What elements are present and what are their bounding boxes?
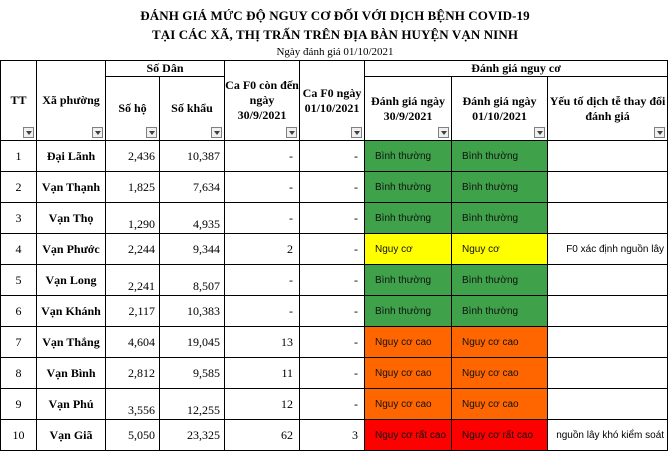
cell-risk-1001[interactable]: Nguy cơ cao [452,389,548,420]
header-tt[interactable]: TT [1,61,37,141]
cell-f0-remaining[interactable]: - [225,265,300,296]
cell-risk-1001[interactable]: Bình thường [452,141,548,172]
cell-risk-1001[interactable]: Nguy cơ rất cao [452,420,548,451]
cell-factor[interactable]: F0 xác định nguồn lây [548,234,668,265]
table-row [1,141,668,172]
cell-households[interactable]: 2,241 [106,265,160,296]
cell-ward-name[interactable]: Vạn Thạnh [37,172,106,203]
cell-risk-0930[interactable]: Nguy cơ rất cao [365,420,452,451]
cell-residents[interactable]: 12,255 [160,389,225,420]
cell-ward-name[interactable]: Vạn Thọ [37,203,106,234]
cell-households[interactable]: 5,050 [106,420,160,451]
cell-risk-0930[interactable]: Bình thường [365,203,452,234]
cell-f0-day[interactable]: - [300,265,365,296]
header-risk-1001[interactable]: Đánh giá ngày 01/10/2021 [452,77,548,141]
cell-risk-1001[interactable]: Nguy cơ [452,234,548,265]
header-population-group: Số Dân [106,61,225,77]
cell-factor[interactable] [548,358,668,389]
cell-households[interactable]: 2,436 [106,141,160,172]
header-risk-0930[interactable]: Đánh giá ngày 30/9/2021 [365,77,452,141]
header-f0-remaining[interactable]: Ca F0 còn đến ngày 30/9/2021 [225,61,300,141]
cell-f0-remaining[interactable]: - [225,203,300,234]
cell-residents[interactable]: 8,507 [160,265,225,296]
table-body [1,141,668,451]
table-row [1,296,668,327]
cell-residents[interactable]: 4,935 [160,203,225,234]
header-risk-group: Đánh giá nguy cơ [365,61,668,77]
cell-f0-remaining[interactable]: - [225,141,300,172]
cell-risk-0930[interactable]: Bình thường [365,141,452,172]
cell-f0-remaining[interactable]: 62 [225,420,300,451]
cell-f0-day[interactable]: - [300,327,365,358]
cell-f0-remaining[interactable]: 2 [225,234,300,265]
cell-ward-name[interactable]: Vạn Khánh [37,296,106,327]
cell-f0-day[interactable]: - [300,296,365,327]
cell-residents[interactable]: 9,344 [160,234,225,265]
filter-dropdown-icon[interactable] [211,127,222,138]
cell-risk-0930[interactable]: Nguy cơ cao [365,389,452,420]
cell-f0-remaining[interactable]: - [225,296,300,327]
cell-risk-0930[interactable]: Bình thường [365,296,452,327]
header-households[interactable]: Số hộ [106,77,160,141]
cell-ward-name[interactable]: Vạn Phú [37,389,106,420]
cell-risk-0930[interactable]: Nguy cơ cao [365,358,452,389]
cell-risk-1001[interactable]: Nguy cơ cao [452,358,548,389]
cell-tt[interactable]: 9 [1,389,37,420]
table-row [1,358,668,389]
cell-risk-1001[interactable]: Bình thường [452,172,548,203]
cell-households[interactable]: 2,244 [106,234,160,265]
cell-risk-1001[interactable]: Bình thường [452,203,548,234]
cell-households[interactable]: 3,556 [106,389,160,420]
table-row [1,420,668,451]
assessment-date: Ngày đánh giá 01/10/2021 [276,46,394,58]
cell-risk-1001[interactable]: Bình thường [452,296,548,327]
cell-f0-day[interactable]: - [300,203,365,234]
table-row [1,203,668,234]
cell-residents[interactable]: 7,634 [160,172,225,203]
cell-tt[interactable]: 2 [1,172,37,203]
cell-tt[interactable]: 7 [1,327,37,358]
filter-dropdown-icon[interactable] [92,127,103,138]
cell-tt[interactable]: 4 [1,234,37,265]
cell-households[interactable]: 4,604 [106,327,160,358]
filter-dropdown-icon[interactable] [654,127,665,138]
filter-dropdown-icon[interactable] [351,127,362,138]
cell-households[interactable]: 1,825 [106,172,160,203]
cell-risk-1001[interactable]: Nguy cơ cao [452,327,548,358]
cell-factor[interactable] [548,203,668,234]
cell-f0-day[interactable]: - [300,172,365,203]
filter-dropdown-icon[interactable] [23,127,34,138]
cell-ward-name[interactable]: Vạn Phước [37,234,106,265]
cell-factor[interactable] [548,296,668,327]
cell-tt[interactable]: 3 [1,203,37,234]
header-residents[interactable]: Số khẩu [160,77,225,141]
filter-dropdown-icon[interactable] [146,127,157,138]
cell-ward-name[interactable]: Vạn Bình [37,358,106,389]
cell-households[interactable]: 2,812 [106,358,160,389]
cell-households[interactable]: 1,290 [106,203,160,234]
cell-ward-name[interactable]: Vạn Thắng [37,327,106,358]
table-row [1,172,668,203]
header-f0-day[interactable]: Ca F0 ngày 01/10/2021 [300,61,365,141]
cell-risk-1001[interactable]: Bình thường [452,265,548,296]
cell-residents[interactable]: 9,585 [160,358,225,389]
cell-risk-0930[interactable]: Nguy cơ [365,234,452,265]
cell-residents[interactable]: 10,387 [160,141,225,172]
cell-residents[interactable]: 23,325 [160,420,225,451]
cell-f0-day[interactable]: - [300,141,365,172]
filter-dropdown-icon[interactable] [438,127,449,138]
cell-factor[interactable] [548,327,668,358]
cell-tt[interactable]: 5 [1,265,37,296]
cell-f0-remaining[interactable]: 12 [225,389,300,420]
title-line-2: TẠI CÁC XÃ, THỊ TRẤN TRÊN ĐỊA BÀN HUYỆN VẠN NINH [151,27,519,42]
cell-residents[interactable]: 19,045 [160,327,225,358]
cell-f0-day[interactable]: - [300,389,365,420]
table-row [1,234,668,265]
cell-households[interactable]: 2,117 [106,296,160,327]
cell-f0-remaining[interactable]: 11 [225,358,300,389]
cell-risk-0930[interactable]: Bình thường [365,265,452,296]
cell-tt[interactable]: 10 [1,420,37,451]
cell-ward-name[interactable]: Vạn Giã [37,420,106,451]
cell-tt[interactable]: 6 [1,296,37,327]
cell-factor[interactable] [548,141,668,172]
cell-f0-remaining[interactable]: 13 [225,327,300,358]
cell-factor[interactable] [548,389,668,420]
filter-dropdown-icon[interactable] [534,127,545,138]
cell-tt[interactable]: 1 [1,141,37,172]
cell-tt[interactable]: 8 [1,358,37,389]
header-factors[interactable]: Yếu tố dịch tễ thay đổi đánh giá [548,77,668,141]
cell-f0-day[interactable]: - [300,358,365,389]
risk-table [0,60,668,451]
header-ward[interactable]: Xã phường [37,61,106,141]
cell-factor[interactable] [548,265,668,296]
title-line-1: ĐÁNH GIÁ MỨC ĐỘ NGUY CƠ ĐỐI VỚI DỊCH BỆNH COVID-19 [140,8,530,23]
table-row [1,389,668,420]
cell-residents[interactable]: 10,383 [160,296,225,327]
cell-ward-name[interactable]: Vạn Long [37,265,106,296]
cell-f0-remaining[interactable]: - [225,172,300,203]
cell-f0-day[interactable]: 3 [300,420,365,451]
cell-factor[interactable]: nguồn lây khó kiểm soát [548,420,668,451]
cell-risk-0930[interactable]: Nguy cơ cao [365,327,452,358]
table-row [1,327,668,358]
cell-ward-name[interactable]: Đại Lãnh [37,141,106,172]
filter-dropdown-icon[interactable] [286,127,297,138]
cell-risk-0930[interactable]: Bình thường [365,172,452,203]
cell-factor[interactable] [548,172,668,203]
table-row [1,265,668,296]
cell-f0-day[interactable]: - [300,234,365,265]
